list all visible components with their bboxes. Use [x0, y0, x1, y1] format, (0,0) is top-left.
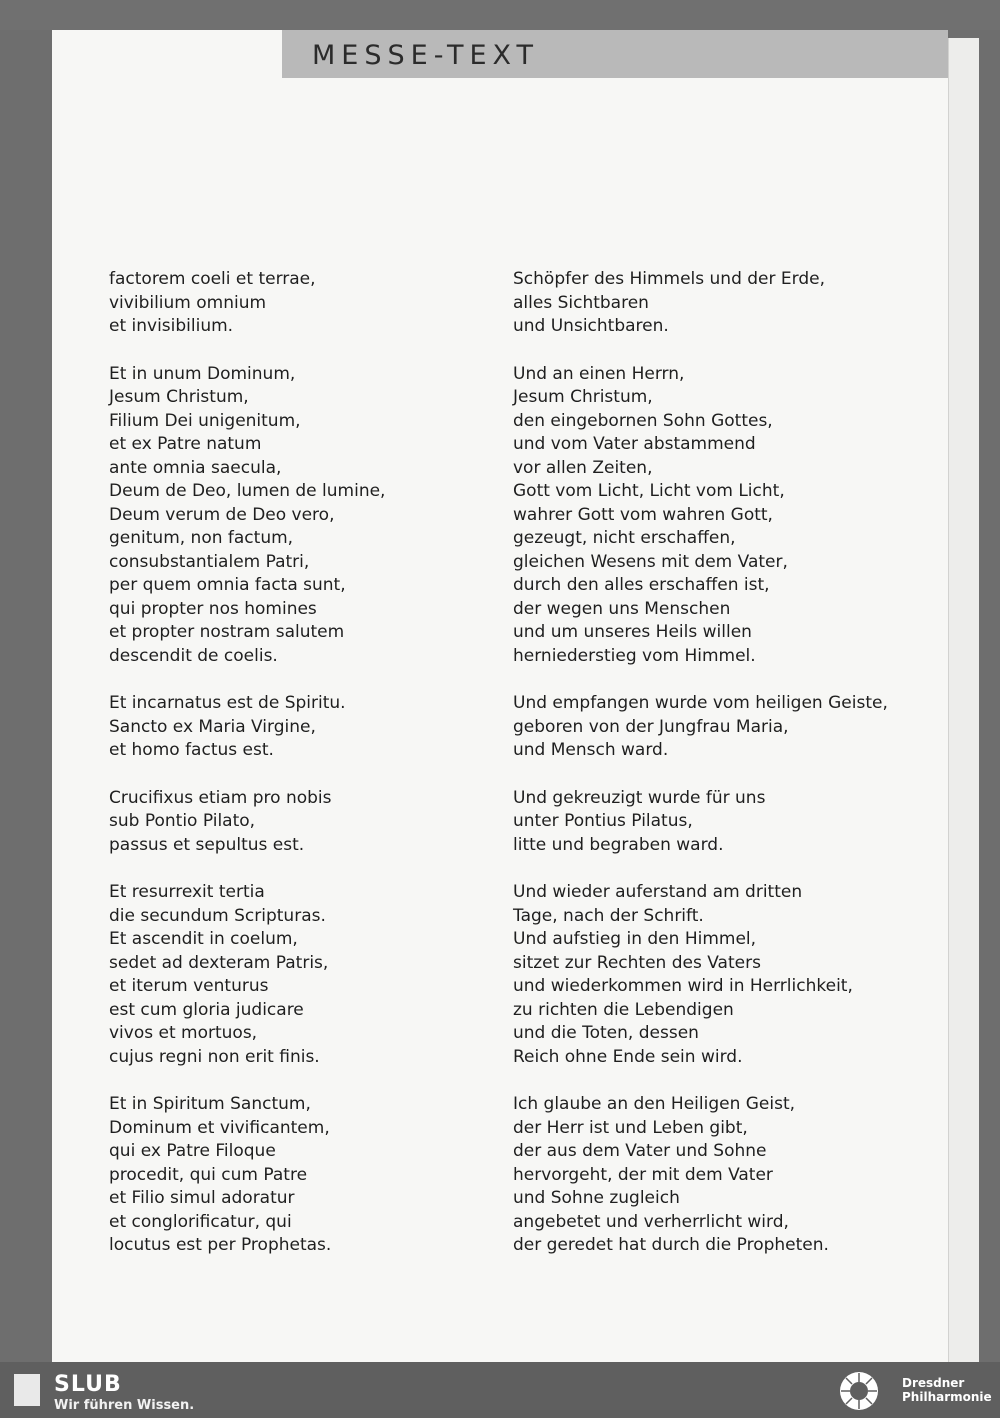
latin-line: genitum, non factum,	[109, 528, 294, 548]
latin-line: qui propter nos homines	[109, 598, 317, 619]
german-line: hervorgeht, der mit dem Vater	[513, 1164, 773, 1185]
german-line: Und an einen Herrn,	[513, 363, 685, 384]
german-line: der wegen uns Menschen	[513, 598, 731, 619]
latin-stanza	[109, 692, 489, 763]
latin-line: Et ascendit in coelum,	[109, 929, 298, 949]
latin-line: Crucifixus etiam pro nobis	[109, 787, 332, 808]
latin-line: vivos et mortuos,	[109, 1023, 258, 1043]
latin-line: locutus est per Prophetas.	[109, 1235, 332, 1255]
german-line: und wiederkommen wird in Herrlichkeit,	[513, 976, 853, 996]
german-stanza	[513, 787, 943, 858]
booklet-page	[52, 30, 948, 1362]
german-line: sitzet zur Rechten des Vaters	[513, 952, 761, 973]
german-line: wahrer Gott vom wahren Gott,	[513, 504, 773, 525]
german-line: und Unsichtbaren.	[513, 316, 669, 336]
german-line: gleichen Wesens mit dem Vater,	[513, 551, 788, 572]
latin-text-column	[109, 268, 489, 1282]
latin-line: cujus regni non erit finis.	[109, 1046, 320, 1067]
german-line: Tage, nach der Schrift.	[513, 905, 704, 926]
latin-stanza	[109, 268, 489, 339]
latin-line: Jesum Christum,	[109, 387, 249, 407]
latin-line: Dominum et vivificantem,	[109, 1117, 330, 1138]
slub-name: SLUB	[54, 1372, 122, 1397]
german-line: der geredet hat durch die Propheten.	[513, 1235, 829, 1255]
latin-line: Et in Spiritum Sanctum,	[109, 1094, 311, 1114]
header-bar	[282, 30, 948, 78]
german-line: Und empfangen wurde vom heiligen Geiste,	[513, 693, 888, 713]
latin-line: qui ex Patre Filoque	[109, 1141, 276, 1161]
partner-line-2: Philharmonie	[902, 1390, 992, 1404]
latin-stanza	[109, 881, 489, 1069]
latin-line: est cum gloria judicare	[109, 999, 304, 1020]
latin-line: et ex Patre natum	[109, 434, 262, 454]
german-stanza	[513, 1093, 943, 1258]
german-line: Schöpfer des Himmels und der Erde,	[513, 269, 825, 289]
latin-line: Deum de Deo, lumen de lumine,	[109, 481, 386, 501]
german-stanza	[513, 268, 943, 339]
german-line: geboren von der Jungfrau Maria,	[513, 716, 789, 737]
latin-line: Et resurrexit tertia	[109, 882, 265, 902]
german-line: der aus dem Vater und Sohne	[513, 1141, 767, 1161]
german-line: durch den alles erschaffen ist,	[513, 575, 770, 595]
philharmonie-name	[902, 1376, 998, 1404]
latin-line: et iterum venturus	[109, 976, 269, 996]
latin-line: sub Pontio Pilato,	[109, 811, 256, 831]
german-line: gezeugt, nicht erschaffen,	[513, 528, 736, 548]
latin-line: et conglorificatur, qui	[109, 1211, 292, 1232]
german-line: Jesum Christum,	[513, 387, 653, 407]
latin-line: Deum verum de Deo vero,	[109, 504, 335, 525]
german-line: den eingebornen Sohn Gottes,	[513, 410, 773, 431]
latin-line: et Filio simul adoratur	[109, 1188, 295, 1208]
latin-line: per quem omnia facta sunt,	[109, 575, 346, 595]
latin-line: die secundum Scripturas.	[109, 905, 326, 926]
german-line: unter Pontius Pilatus,	[513, 811, 693, 831]
latin-stanza	[109, 787, 489, 858]
next-page-edge	[948, 38, 979, 1363]
german-stanza	[513, 692, 943, 763]
german-line: und Mensch ward.	[513, 740, 669, 760]
scan-background	[0, 0, 1000, 30]
german-line: alles Sichtbaren	[513, 292, 649, 313]
latin-line: vivibilium omnium	[109, 292, 267, 313]
german-stanza	[513, 881, 943, 1069]
page-title: MESSE-TEXT	[312, 40, 540, 71]
german-line: Ich glaube an den Heiligen Geist,	[513, 1094, 796, 1114]
latin-line: consubstantialem Patri,	[109, 551, 310, 572]
latin-line: et invisibilium.	[109, 316, 234, 336]
slub-claim: Wir führen Wissen.	[54, 1398, 195, 1413]
german-line: Und aufstieg in den Himmel,	[513, 929, 757, 949]
german-line: herniederstieg vom Himmel.	[513, 645, 756, 666]
german-line: angebetet und verherrlicht wird,	[513, 1211, 789, 1232]
german-line: Und gekreuzigt wurde für uns	[513, 787, 766, 808]
latin-line: ante omnia saecula,	[109, 457, 282, 478]
latin-line: passus et sepultus est.	[109, 834, 305, 855]
latin-line: procedit, qui cum Patre	[109, 1164, 308, 1185]
german-line: der Herr ist und Leben gibt,	[513, 1117, 748, 1138]
philharmonie-logo-icon[interactable]	[838, 1370, 880, 1412]
german-line: und die Toten, dessen	[513, 1023, 699, 1043]
german-translation-column	[513, 268, 943, 1282]
latin-line: et propter nostram salutem	[109, 622, 345, 642]
german-line: und um unseres Heils willen	[513, 622, 752, 642]
german-line: Reich ohne Ende sein wird.	[513, 1046, 743, 1067]
latin-stanza	[109, 1093, 489, 1258]
latin-line: descendit de coelis.	[109, 645, 278, 666]
german-line: Und wieder auferstand am dritten	[513, 882, 803, 902]
german-stanza	[513, 363, 943, 669]
latin-line: Filium Dei unigenitum,	[109, 410, 301, 431]
german-line: und Sohne zugleich	[513, 1188, 680, 1208]
latin-line: Et incarnatus est de Spiritu.	[109, 693, 346, 713]
footer-bar	[0, 1362, 1000, 1418]
latin-line: Et in unum Dominum,	[109, 363, 296, 384]
slub-logo-icon[interactable]	[14, 1374, 40, 1406]
german-line: zu richten die Lebendigen	[513, 999, 734, 1020]
latin-line: sedet ad dexteram Patris,	[109, 952, 329, 973]
german-line: vor allen Zeiten,	[513, 457, 653, 478]
german-line: litte und begraben ward.	[513, 834, 724, 855]
partner-line-1: Dresdner	[902, 1376, 965, 1390]
latin-stanza	[109, 363, 489, 669]
latin-line: Sancto ex Maria Virgine,	[109, 716, 316, 737]
latin-line: factorem coeli et terrae,	[109, 269, 316, 289]
german-line: und vom Vater abstammend	[513, 434, 756, 454]
german-line: Gott vom Licht, Licht vom Licht,	[513, 481, 785, 501]
latin-line: et homo factus est.	[109, 740, 274, 760]
